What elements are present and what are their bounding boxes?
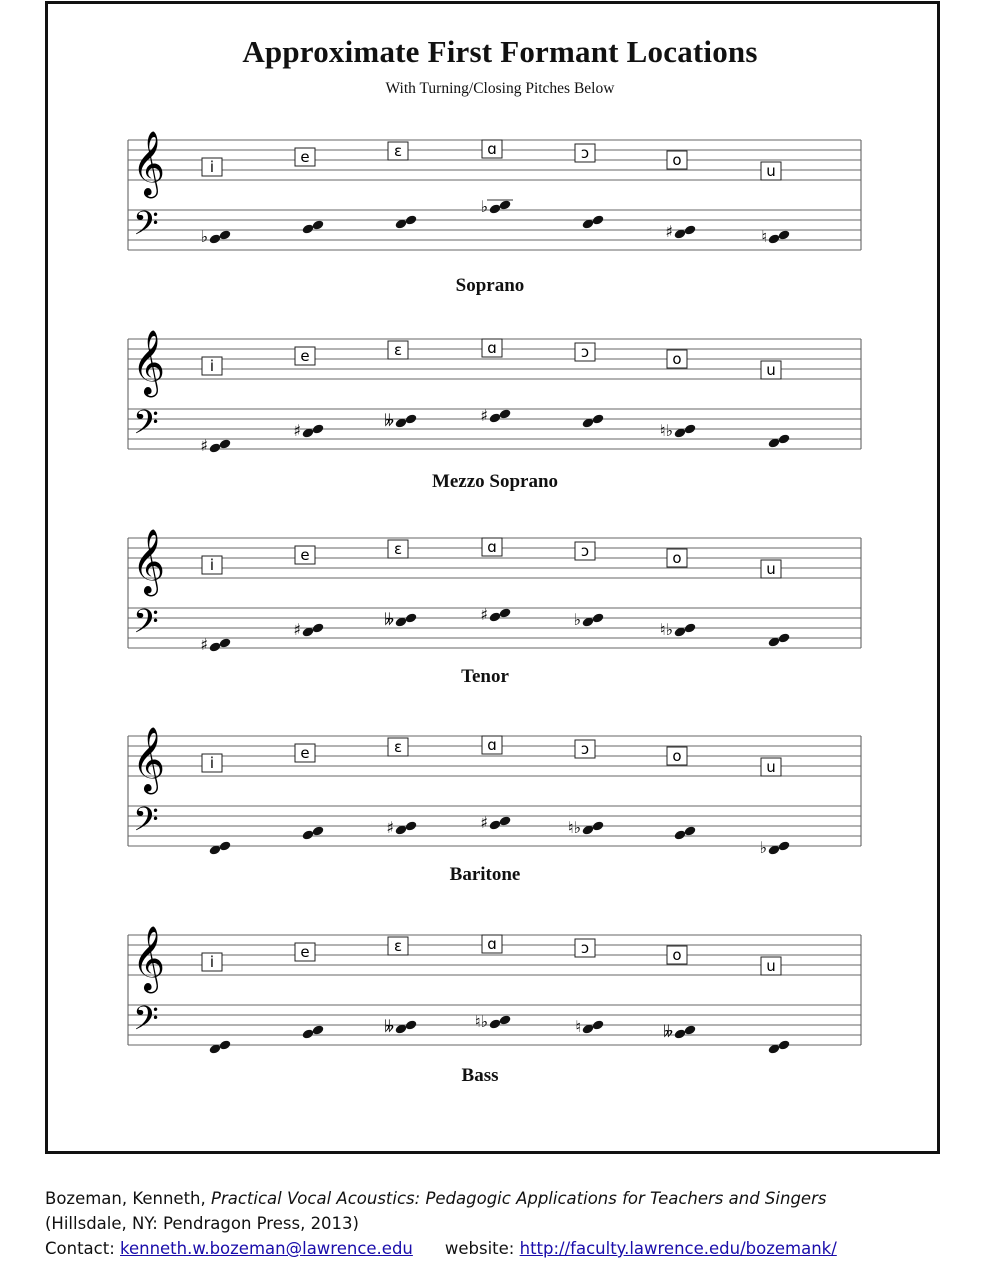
notehead <box>404 413 417 425</box>
pitch-note <box>673 825 696 841</box>
notehead <box>311 1024 324 1036</box>
pitch-note <box>573 610 604 629</box>
accidental-sign: ♯ <box>293 421 301 440</box>
pitch-note <box>575 1017 604 1036</box>
vowel-box <box>761 361 781 379</box>
pitch-note <box>384 1017 417 1036</box>
notehead <box>673 829 686 841</box>
vowel-box <box>482 140 502 158</box>
notehead <box>208 641 221 653</box>
pitch-note <box>480 197 513 216</box>
pitch-note <box>581 214 604 230</box>
pitch-note <box>301 219 324 235</box>
pitch-note <box>386 818 417 837</box>
vowel-symbol: ɛ <box>393 142 403 160</box>
pitch-note <box>394 214 417 230</box>
pitch-note <box>208 1039 231 1055</box>
staff-system-baritone <box>120 726 865 866</box>
vowel-symbol: ɔ <box>580 542 590 560</box>
email-link[interactable]: kenneth.w.bozeman@lawrence.edu <box>120 1239 413 1258</box>
vowel-symbol: ɔ <box>580 343 590 361</box>
vowel-box <box>667 946 687 964</box>
notehead <box>591 214 604 226</box>
notehead <box>683 622 696 634</box>
vowel-symbol: i <box>209 754 215 772</box>
accidental-sign: ♯ <box>200 436 208 455</box>
accidental-sign: 𝄫 <box>384 610 394 629</box>
vowel-symbol: ɔ <box>580 939 590 957</box>
vowel-box <box>295 943 315 961</box>
accidental-sign: 𝄫 <box>384 1017 394 1036</box>
voice-label: Tenor <box>461 666 509 687</box>
vowel-symbol: ɔ <box>580 740 590 758</box>
vowel-box <box>761 758 781 776</box>
notehead <box>208 442 221 454</box>
accidental-sign: ♯ <box>386 818 394 837</box>
vowel-box <box>575 542 595 560</box>
contact-label: Contact: <box>45 1239 120 1258</box>
notehead <box>777 433 790 445</box>
vowel-symbol: e <box>300 943 310 961</box>
pitch-note <box>581 413 604 429</box>
vowel-box <box>667 151 687 169</box>
notehead <box>301 1028 314 1040</box>
voice-label: Soprano <box>455 275 525 296</box>
notehead <box>498 408 511 420</box>
vowel-box <box>388 142 408 160</box>
vowel-box <box>482 736 502 754</box>
vowel-symbol: ɛ <box>393 540 403 558</box>
vowel-symbol: u <box>766 361 776 379</box>
vowel-symbol: o <box>672 946 682 964</box>
voice-label: Mezzo Soprano <box>431 471 559 492</box>
vowel-box <box>388 341 408 359</box>
notehead <box>488 1018 501 1030</box>
notehead <box>683 423 696 435</box>
accidental-sign: ♮♭ <box>659 620 673 639</box>
notehead <box>218 637 231 649</box>
vowel-box <box>202 357 222 375</box>
notehead <box>767 233 780 245</box>
vowel-box <box>202 754 222 772</box>
vowel-symbol: ɑ <box>487 538 497 556</box>
notehead <box>673 1028 686 1040</box>
notehead <box>683 825 696 837</box>
notehead <box>488 819 501 831</box>
vowel-symbol: ɑ <box>487 935 497 953</box>
page-title: Approximate First Formant Locations <box>242 34 758 69</box>
vowel-box <box>388 540 408 558</box>
bass-clef-icon: 𝄢 <box>133 1000 159 1046</box>
vowel-symbol: u <box>766 957 776 975</box>
notehead <box>218 229 231 241</box>
accidental-sign: ♭ <box>480 197 488 216</box>
vowel-box <box>295 148 315 166</box>
vowel-symbol: o <box>672 747 682 765</box>
bass-clef-icon: 𝄢 <box>133 801 159 847</box>
notehead <box>498 1014 511 1026</box>
pitch-note <box>767 632 790 648</box>
vowel-box <box>202 556 222 574</box>
accidental-sign: ♭ <box>573 610 581 629</box>
bass-clef-icon: 𝄢 <box>133 603 159 649</box>
notehead <box>404 1019 417 1031</box>
vowel-symbol: ɑ <box>487 339 497 357</box>
notehead <box>591 1019 604 1031</box>
notehead <box>311 423 324 435</box>
accidental-sign: ♮ <box>761 227 767 246</box>
citation-book-title: Practical Vocal Acoustics: Pedagogic Applications for Teachers and Singers <box>211 1189 827 1208</box>
pitch-note <box>767 433 790 449</box>
vowel-box <box>482 339 502 357</box>
vowel-symbol: u <box>766 758 776 776</box>
notehead <box>311 219 324 231</box>
pitch-note <box>293 620 324 639</box>
bass-clef-icon: 𝄢 <box>133 205 159 251</box>
accidental-sign: ♯ <box>480 605 488 624</box>
vowel-box <box>761 162 781 180</box>
notehead <box>301 829 314 841</box>
vowel-symbol: i <box>209 556 215 574</box>
website-label: website: <box>444 1239 520 1258</box>
accidental-sign: 𝄫 <box>663 1022 673 1041</box>
vowel-symbol: ɛ <box>393 738 403 756</box>
accidental-sign: ♮♭ <box>659 421 673 440</box>
vowel-box <box>388 738 408 756</box>
staff-system-tenor <box>120 528 865 668</box>
citation-line-1 <box>45 1186 837 1211</box>
vowel-box <box>202 158 222 176</box>
vowel-box <box>575 939 595 957</box>
notehead <box>311 622 324 634</box>
accidental-sign: ♭ <box>200 227 208 246</box>
vowel-box <box>388 937 408 955</box>
notehead <box>404 820 417 832</box>
notehead <box>683 1024 696 1036</box>
vowel-box <box>667 549 687 567</box>
vowel-symbol: e <box>300 744 310 762</box>
vowel-box <box>575 740 595 758</box>
vowel-symbol: e <box>300 546 310 564</box>
pitch-note <box>301 825 324 841</box>
pitch-note <box>384 610 417 629</box>
accidental-sign: ♯ <box>200 635 208 654</box>
pitch-note <box>660 620 697 639</box>
vowel-box <box>202 953 222 971</box>
notehead <box>404 612 417 624</box>
pitch-note <box>301 1024 324 1040</box>
notehead <box>218 1039 231 1051</box>
pitch-note <box>665 222 696 241</box>
notehead <box>591 413 604 425</box>
treble-clef-icon: 𝄞 <box>132 529 166 594</box>
notehead <box>488 611 501 623</box>
vowel-symbol: ɑ <box>487 140 497 158</box>
pitch-note <box>767 1039 790 1055</box>
accidental-sign: ♮ <box>575 1017 581 1036</box>
notehead <box>591 612 604 624</box>
notehead <box>488 412 501 424</box>
notehead <box>498 815 511 827</box>
notehead <box>777 840 790 852</box>
pitch-note <box>660 421 697 440</box>
notehead <box>683 224 696 236</box>
notehead <box>218 840 231 852</box>
vowel-symbol: i <box>209 357 215 375</box>
notehead <box>591 820 604 832</box>
treble-clef-icon: 𝄞 <box>132 926 166 991</box>
accidental-sign: ♮♭ <box>567 818 581 837</box>
vowel-box <box>761 560 781 578</box>
notehead <box>498 199 511 211</box>
vowel-symbol: ɛ <box>393 937 403 955</box>
accidental-sign: ♭ <box>759 838 767 857</box>
vowel-symbol: u <box>766 560 776 578</box>
treble-clef-icon: 𝄞 <box>132 330 166 395</box>
citation <box>45 1186 837 1261</box>
notehead <box>311 825 324 837</box>
notehead <box>218 438 231 450</box>
pitch-note <box>208 840 231 856</box>
vowel-symbol: ɑ <box>487 736 497 754</box>
notehead <box>488 203 501 215</box>
accidental-sign: 𝄫 <box>384 411 394 430</box>
vowel-box <box>575 343 595 361</box>
accidental-sign: ♯ <box>665 222 673 241</box>
notehead <box>777 1039 790 1051</box>
vowel-box <box>295 546 315 564</box>
vowel-symbol: u <box>766 162 776 180</box>
accidental-sign: ♯ <box>480 406 488 425</box>
pitch-note <box>568 818 605 837</box>
notehead <box>208 233 221 245</box>
staff-system-bass <box>120 925 865 1065</box>
accidental-sign: ♮♭ <box>474 1012 488 1031</box>
accidental-sign: ♯ <box>480 813 488 832</box>
vowel-symbol: ɛ <box>393 341 403 359</box>
notehead <box>404 214 417 226</box>
voice-label: Bass <box>461 1065 499 1086</box>
treble-clef-icon: 𝄞 <box>132 131 166 196</box>
vowel-box <box>482 538 502 556</box>
pitch-note <box>384 411 417 430</box>
pitch-note <box>293 421 324 440</box>
vowel-symbol: e <box>300 347 310 365</box>
website-link[interactable]: http://faculty.lawrence.edu/bozemank/ <box>519 1239 837 1258</box>
notehead <box>777 632 790 644</box>
notehead <box>498 607 511 619</box>
accidental-sign: ♯ <box>293 620 301 639</box>
notehead <box>777 229 790 241</box>
vowel-symbol: i <box>209 953 215 971</box>
voice-label: Baritone <box>449 864 521 885</box>
vowel-box <box>482 935 502 953</box>
bass-clef-icon: 𝄢 <box>133 404 159 450</box>
vowel-symbol: o <box>672 549 682 567</box>
vowel-box <box>575 144 595 162</box>
staff-system-soprano <box>120 130 865 270</box>
vowel-symbol: o <box>672 151 682 169</box>
citation-publisher: (Hillsdale, NY: Pendragon Press, 2013) <box>45 1214 359 1233</box>
treble-clef-icon: 𝄞 <box>132 727 166 792</box>
citation-author: Bozeman, Kenneth, <box>45 1189 211 1208</box>
page-subtitle: With Turning/Closing Pitches Below <box>385 80 615 97</box>
notehead <box>301 223 314 235</box>
staff-system-mezzo-soprano <box>120 329 865 469</box>
vowel-symbol: e <box>300 148 310 166</box>
citation-contact-line <box>45 1236 837 1261</box>
vowel-symbol: i <box>209 158 215 176</box>
vowel-box <box>295 347 315 365</box>
vowel-box <box>295 744 315 762</box>
vowel-symbol: ɔ <box>580 144 590 162</box>
vowel-box <box>667 747 687 765</box>
vowel-symbol: o <box>672 350 682 368</box>
vowel-box <box>667 350 687 368</box>
vowel-box <box>761 957 781 975</box>
pitch-note <box>759 838 790 857</box>
